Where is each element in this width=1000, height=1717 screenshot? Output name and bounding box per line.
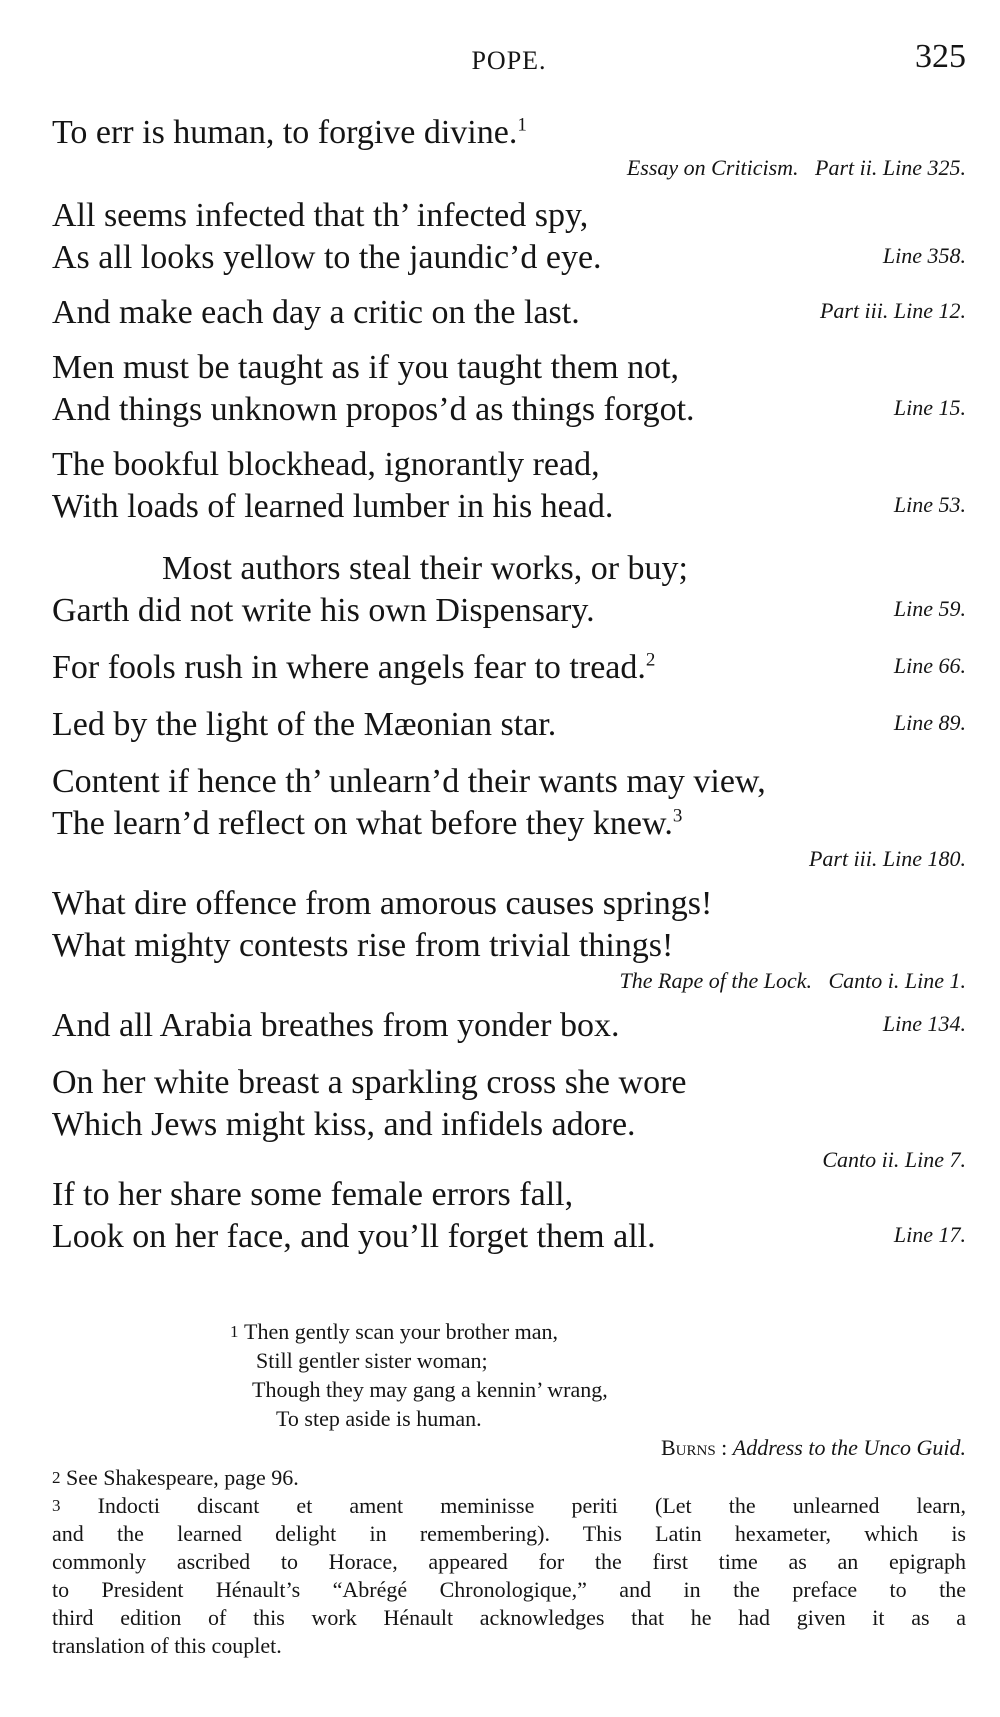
footnote-text: to President Hénault’s “Abrégé Chronologique,” and in the preface to the xyxy=(52,1577,966,1602)
footnote-1-attribution xyxy=(52,1434,966,1464)
page-number: 325 xyxy=(915,38,966,75)
citation: The Rape of the Lock. Canto i. Line 1. xyxy=(619,968,966,993)
quote-2 xyxy=(52,195,966,279)
quotations xyxy=(52,112,966,1258)
footnote-marker: 1 xyxy=(517,114,527,136)
citation: Line 15. xyxy=(893,395,966,420)
citation: Line 134. xyxy=(882,1011,966,1036)
verse-line: What dire offence from amorous causes springs! xyxy=(52,885,713,922)
citation: Part iii. Line 12. xyxy=(819,298,966,323)
quote-10 xyxy=(52,883,966,995)
footnotes xyxy=(52,1318,966,1660)
verse-line: As all looks yellow to the jaundic’d eye. xyxy=(52,239,602,276)
citation: Part iii. Line 180. xyxy=(808,846,966,871)
verse-line: The learn’d reflect on what before they knew. xyxy=(52,805,673,842)
verse-line: If to her share some female errors fall, xyxy=(52,1176,574,1213)
verse-line: On her white breast a sparkling cross she wore xyxy=(52,1064,687,1101)
footnote-text: Indocti discant et ament meminisse periti (Let the unlearned learn, xyxy=(97,1493,967,1518)
footnote-2 xyxy=(52,1464,966,1492)
footnote-marker: 3 xyxy=(672,805,683,827)
citation: Essay on Criticism. Part ii. Line 325. xyxy=(626,155,966,180)
verse-line: And make each day a critic on the last. xyxy=(52,294,580,331)
quote-11 xyxy=(52,1005,966,1047)
verse-line: All seems infected that th’ infected spy, xyxy=(52,197,589,234)
footnote-marker: 2 xyxy=(52,1468,61,1487)
attribution-author: Burns xyxy=(660,1435,716,1460)
quote-9 xyxy=(52,761,966,873)
quote-4 xyxy=(52,347,966,431)
citation: Line 53. xyxy=(893,492,966,517)
verse-line: What mighty contests rise from trivial things! xyxy=(52,927,674,964)
verse-line: The bookful blockhead, ignorantly read, xyxy=(52,446,600,483)
verse-line: Garth did not write his own Dispensary. xyxy=(52,592,595,629)
footnote-marker: 3 xyxy=(52,1496,61,1515)
quote-6 xyxy=(52,548,966,632)
page-header xyxy=(52,38,966,88)
citation: Line 358. xyxy=(882,243,966,268)
footnote-verse: To step aside is human. xyxy=(276,1406,482,1431)
citation: Line 17. xyxy=(893,1222,966,1247)
running-head: POPE. xyxy=(471,46,547,75)
citation: Line 89. xyxy=(893,710,966,735)
quote-13 xyxy=(52,1174,966,1258)
quote-1 xyxy=(52,112,966,182)
footnote-text: translation of this couplet. xyxy=(52,1633,282,1658)
quote-8 xyxy=(52,704,966,746)
attribution-separator: : xyxy=(721,1435,728,1460)
footnote-3 xyxy=(52,1492,966,1660)
citation: Canto ii. Line 7. xyxy=(822,1147,966,1172)
footnote-marker: 2 xyxy=(645,649,656,671)
verse-line: Men must be taught as if you taught them not, xyxy=(52,349,680,386)
quote-12 xyxy=(52,1062,966,1174)
verse-line: Content if hence th’ unlearn’d their wants may view, xyxy=(52,763,766,800)
verse-line: And things unknown propos’d as things forgot. xyxy=(52,391,695,428)
verse-line: With loads of learned lumber in his head. xyxy=(52,488,614,525)
verse-line: And all Arabia breathes from yonder box. xyxy=(52,1007,620,1044)
footnote-verse: Still gentler sister woman; xyxy=(256,1348,488,1373)
footnote-text: third edition of this work Hénault acknowledges that he had given it as a xyxy=(52,1605,966,1630)
citation: Line 59. xyxy=(893,596,966,621)
verse-line: To err is human, to forgive divine. xyxy=(52,114,518,151)
footnote-text: commonly ascribed to Horace, appeared for the first time as an epigraph xyxy=(52,1549,966,1574)
verse-line: For fools rush in where angels fear to tread. xyxy=(52,649,646,686)
footnote-verse: Though they may gang a kennin’ wrang, xyxy=(252,1377,608,1402)
footnote-text: See Shakespeare, page 96. xyxy=(66,1465,299,1490)
attribution-title: Address to the Unco Guid. xyxy=(732,1435,966,1460)
verse-line: Which Jews might kiss, and infidels adore. xyxy=(52,1106,636,1143)
verse-line: Look on her face, and you’ll forget them all. xyxy=(52,1218,656,1255)
footnote-verse: Then gently scan your brother man, xyxy=(244,1319,559,1344)
footnote-1 xyxy=(230,1318,966,1434)
footnote-marker: 1 xyxy=(230,1322,239,1341)
quote-3 xyxy=(52,292,966,334)
verse-line: Led by the light of the Mæonian star. xyxy=(52,706,557,743)
quote-7 xyxy=(52,647,966,689)
quote-5 xyxy=(52,444,966,528)
footnote-text: and the learned delight in remembering). This Latin hexameter, which is xyxy=(52,1521,966,1546)
verse-line: Most authors steal their works, or buy; xyxy=(162,550,688,587)
citation: Line 66. xyxy=(893,653,966,678)
